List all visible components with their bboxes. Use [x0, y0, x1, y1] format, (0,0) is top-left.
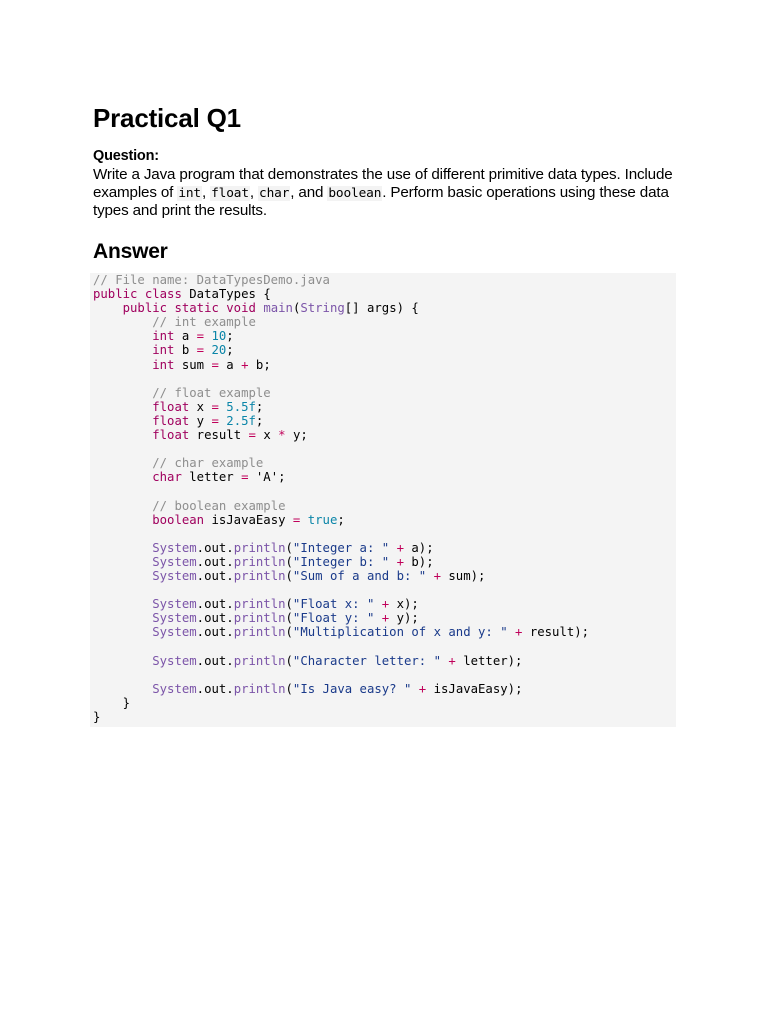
inline-code-float: float [211, 185, 249, 201]
code-line: // boolean example [152, 498, 286, 513]
code-line: public static void main(String[] args) { [122, 301, 419, 316]
code-line: System.out.println("Integer b: " + b); [152, 554, 434, 569]
question-text-sep3: , and [290, 183, 328, 201]
code-line: // File name: DataTypesDemo.java [93, 273, 330, 287]
code-line: System.out.println("Character letter: " + letter); [152, 653, 523, 668]
document-page [93, 100, 676, 267]
code-line: float y = 2.5f; [152, 413, 264, 428]
code-line: System.out.println("Multiplication of x and y: " + result); [152, 625, 590, 640]
code-line: int a = 10; [152, 329, 234, 344]
code-line: } [122, 695, 131, 710]
code-block [90, 273, 676, 727]
code-line: System.out.println("Float y: " + y); [152, 611, 419, 626]
code-line: // float example [152, 385, 271, 400]
code-line: System.out.println("Sum of a and b: " + sum); [152, 568, 486, 583]
code-line: float result = x * y; [152, 428, 308, 443]
code-line: System.out.println("Float x: " + x); [152, 597, 419, 612]
inline-code-boolean: boolean [328, 185, 382, 201]
code-line: float x = 5.5f; [152, 399, 264, 414]
question-text-part1: Write a Java program that demonstrates the use of different primitive data types. Include examples of [93, 166, 673, 201]
question-text-part2: . Perform basic operations using these data types and print the results. [93, 183, 669, 219]
code-line: System.out.println("Integer a: " + a); [152, 540, 434, 555]
code-line: System.out.println("Is Java easy? " + isJavaEasy); [152, 681, 523, 696]
code-line: int b = 20; [152, 343, 234, 358]
code-line: // int example [152, 315, 256, 330]
question-text-sep1: , [201, 183, 211, 201]
question-text [93, 166, 676, 220]
question-text-sep2: , [249, 183, 259, 201]
code-line: int sum = a + b; [152, 357, 271, 372]
code-line: char letter = 'A'; [152, 470, 286, 485]
code-line: boolean isJavaEasy = true; [152, 512, 345, 527]
inline-code-int: int [178, 185, 201, 201]
inline-code-char: char [259, 185, 290, 201]
question-label: Question: [93, 148, 159, 164]
code-line: } [93, 709, 101, 724]
code-line: // char example [152, 456, 264, 471]
answer-heading: Answer [93, 239, 168, 263]
code-listing [90, 273, 676, 724]
code-line: public class DataTypes { [93, 287, 271, 302]
page-title: Practical Q1 [93, 103, 241, 133]
